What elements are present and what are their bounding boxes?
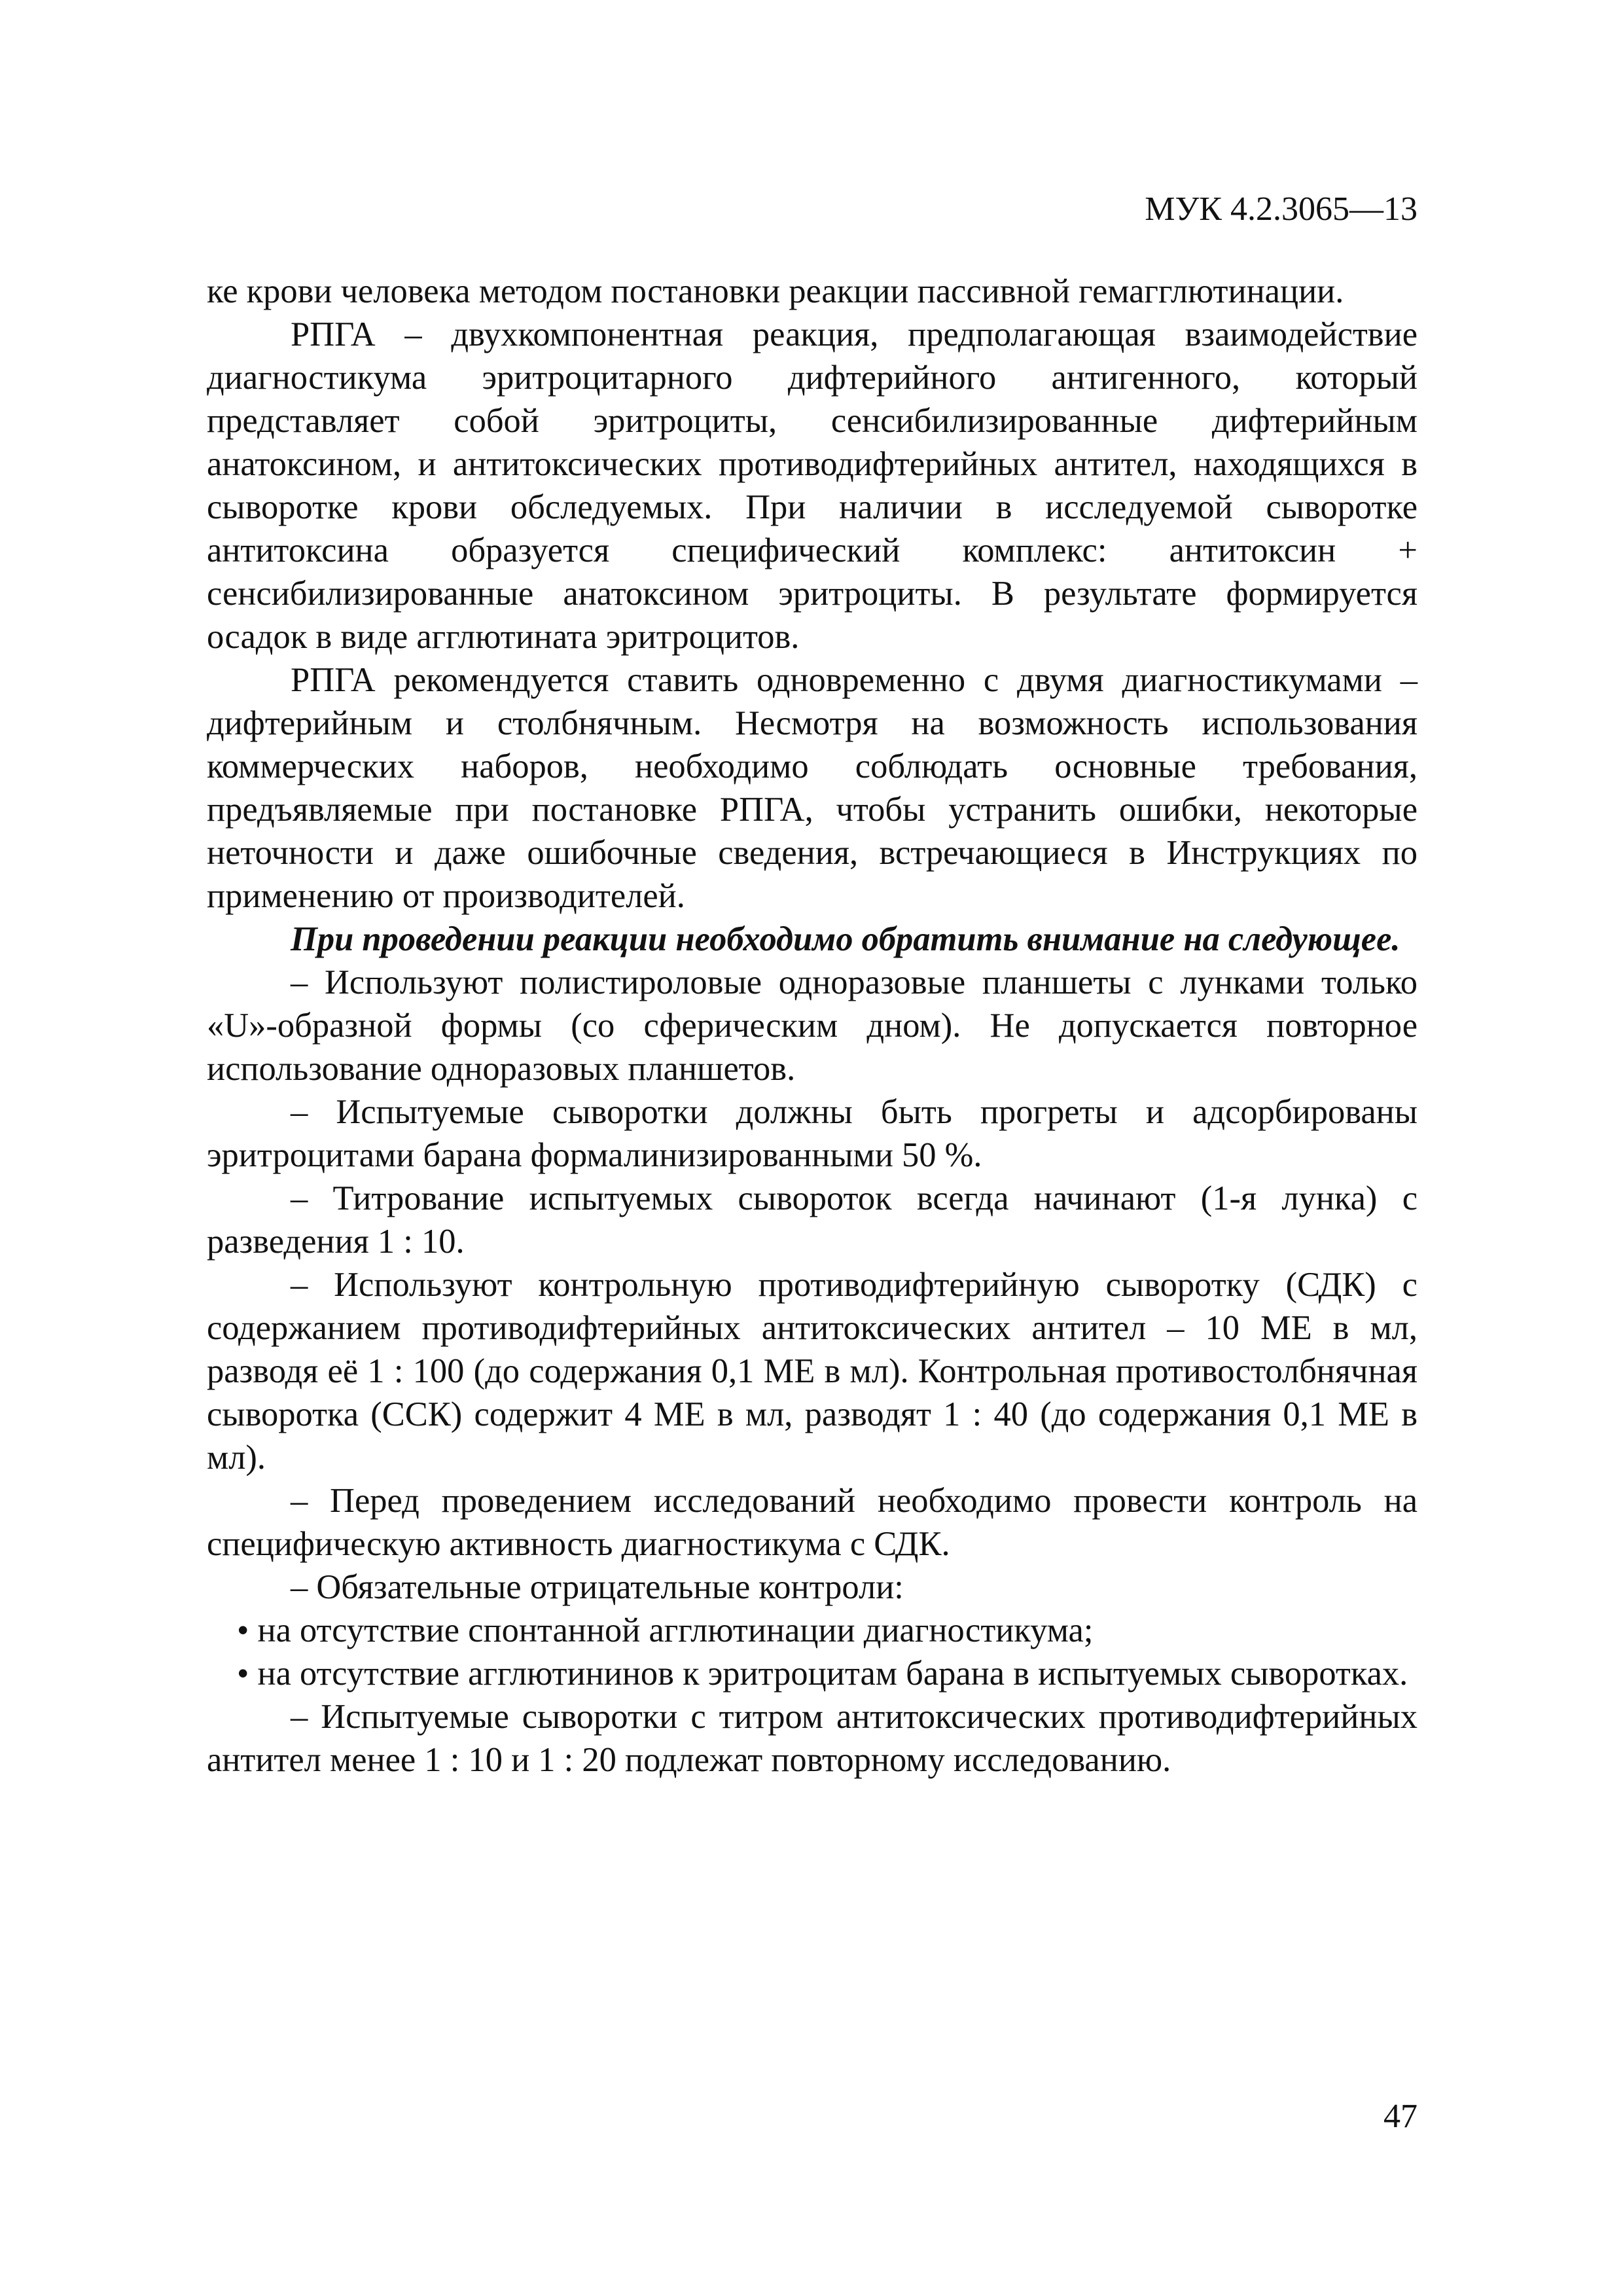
list-item: – Испытуемые сыворотки должны быть прогреты и адсорбированы эритроцитами барана формалинизированными 50 %. (207, 1093, 1418, 1174)
list-item: – Испытуемые сыворотки с титром антитоксических противодифтерийных антител менее 1 : 10 и 1 : 20 подлежат повторному исследованию. (207, 1698, 1418, 1779)
bullet-item: • на отсутствие спонтанной агглютинации диагностикума; (237, 1611, 1094, 1649)
body-text (207, 270, 1418, 1782)
bullet-item: • на отсутствие агглютининов к эритроцитам барана в испытуемых сыворотках. (237, 1655, 1408, 1693)
list-item: – Перед проведением исследований необходимо провести контроль на специфическую активность диагностикума с СДК. (207, 1482, 1418, 1563)
list-item: – Обязательные отрицательные контроли: (291, 1568, 904, 1606)
paragraph-continuation: ке крови человека методом постановки реакции пассивной гемагглютинации. (207, 272, 1344, 310)
list-item: – Используют контрольную противодифтерийную сыворотку (СДК) с содержанием противодифтерийных антитоксических антител – 10 МЕ в мл, разводя её 1 : 100 (до содержания 0,1 МЕ в мл). Контрольная противостолбнячная сыворотка (ССК) содержит 4 МЕ в мл, разводят 1 : 40 (до содержания 0,1 МЕ в мл). (207, 1266, 1418, 1477)
attention-heading: При проведении реакции необходимо обратить внимание на следующее. (291, 920, 1400, 958)
page-number: 47 (1383, 2098, 1418, 2135)
paragraph-rpga-recommendation: РПГА рекомендуется ставить одновременно с двумя диагностикумами – дифтерийным и столбнячным. Несмотря на возможность использования коммерческих наборов, необходимо соблюдать основные требования, предъявляемые при постановке РПГА, чтобы устранить ошибки, некоторые неточности и даже ошибочные сведения, встречающиеся в Инструкциях по применению от производителей. (207, 661, 1418, 915)
list-item: – Титрование испытуемых сывороток всегда начинают (1-я лунка) с разведения 1 : 10. (207, 1179, 1418, 1261)
paragraph-rpga-description: РПГА – двухкомпонентная реакция, предполагающая взаимодействие диагностикума эритроцитарного дифтерийного антигенного, который представляет собой эритроциты, сенсибилизированные дифтерийным анатоксином, и антитоксических противодифтерийных антител, находящихся в сыворотке крови обследуемых. При наличии в исследуемой сыворотке антитоксина образуется специфический комплекс: антитоксин + сенсибилизированные анатоксином эритроциты. В результате формируется осадок в виде агглютината эритроцитов. (207, 315, 1418, 656)
list-item: – Используют полистироловые одноразовые планшеты с лунками только «U»-образной формы (со сферическим дном). Не допускается повторное использование одноразовых планшетов. (207, 963, 1418, 1088)
document-code: МУК 4.2.3065—13 (1145, 190, 1418, 228)
